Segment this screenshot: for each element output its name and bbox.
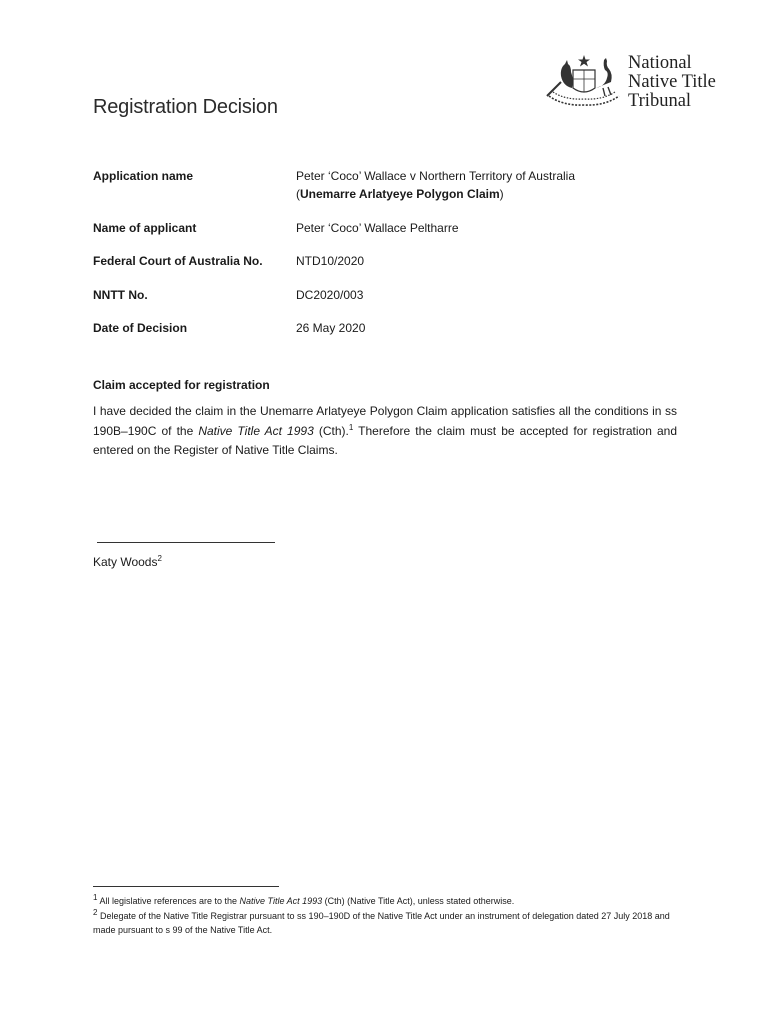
page-title: Registration Decision [93, 96, 278, 118]
claim-name-bold: Unemarre Arlatyeye Polygon Claim [300, 187, 500, 201]
footnote-separator [93, 886, 279, 887]
footnote-text: (Cth) (Native Title Act), unless stated otherwise. [322, 896, 515, 906]
detail-label: Federal Court of Australia No. [93, 254, 263, 268]
footnote-number: 1 [93, 893, 98, 902]
detail-value: 26 May 2020 [296, 321, 366, 335]
paren-open: ( [296, 187, 300, 201]
detail-value: NTD10/2020 [296, 254, 365, 268]
logo-line-2: Native Title [628, 72, 716, 92]
detail-value: DC2020/003 [296, 288, 364, 302]
footnote-text: All legislative references are to the [97, 896, 240, 906]
footnote-ref-2[interactable]: 2 [157, 554, 162, 563]
footnote-text: Delegate of the Native Title Registrar pursuant to ss 190–190D of the Native Title Act under an instrument of delegation dated 27 July 2018 and made pursuant to s 99 of the Native Title Act. [93, 911, 670, 935]
para-text-3: Therefore the claim must be accepted for registration and entered on the Register of Native Title Claims. [93, 423, 677, 457]
detail-value [296, 167, 575, 203]
tribunal-logo [543, 52, 743, 114]
section-heading: Claim accepted for registration [93, 378, 270, 392]
logo-line-3: Tribunal [628, 91, 692, 111]
footnote-number: 2 [93, 908, 98, 917]
footnote-italic: Native Title Act 1993 [239, 896, 323, 906]
footnote-ref-1[interactable]: 1 [348, 422, 354, 432]
footnote-1 [93, 894, 693, 908]
detail-label: NNTT No. [93, 288, 148, 302]
signatory-name-text: Katy Woods [93, 555, 158, 569]
signatory-name [93, 555, 162, 569]
application-name-text: Peter ‘Coco’ Wallace v Northern Territory of Australia [296, 169, 575, 183]
signature-line [97, 542, 275, 543]
logo-wordmark [628, 54, 716, 111]
detail-label: Application name [93, 169, 194, 183]
decision-paragraph [93, 402, 677, 461]
paren-close: ) [499, 187, 504, 201]
coat-of-arms-icon [543, 52, 625, 110]
para-text-1: I have decided the claim in the Unemarre Arlatyeye Polygon Claim application satisfies all the conditions in ss 190B–190C of the [93, 404, 677, 438]
act-title-italic: Native Title Act 1993 [198, 423, 314, 438]
footnote-2 [93, 909, 693, 937]
detail-value: Peter ‘Coco’ Wallace Peltharre [296, 221, 459, 235]
detail-label: Name of applicant [93, 221, 197, 235]
logo-line-1: National [628, 53, 692, 73]
detail-label: Date of Decision [93, 321, 188, 335]
para-text-2: (Cth). [313, 423, 349, 438]
